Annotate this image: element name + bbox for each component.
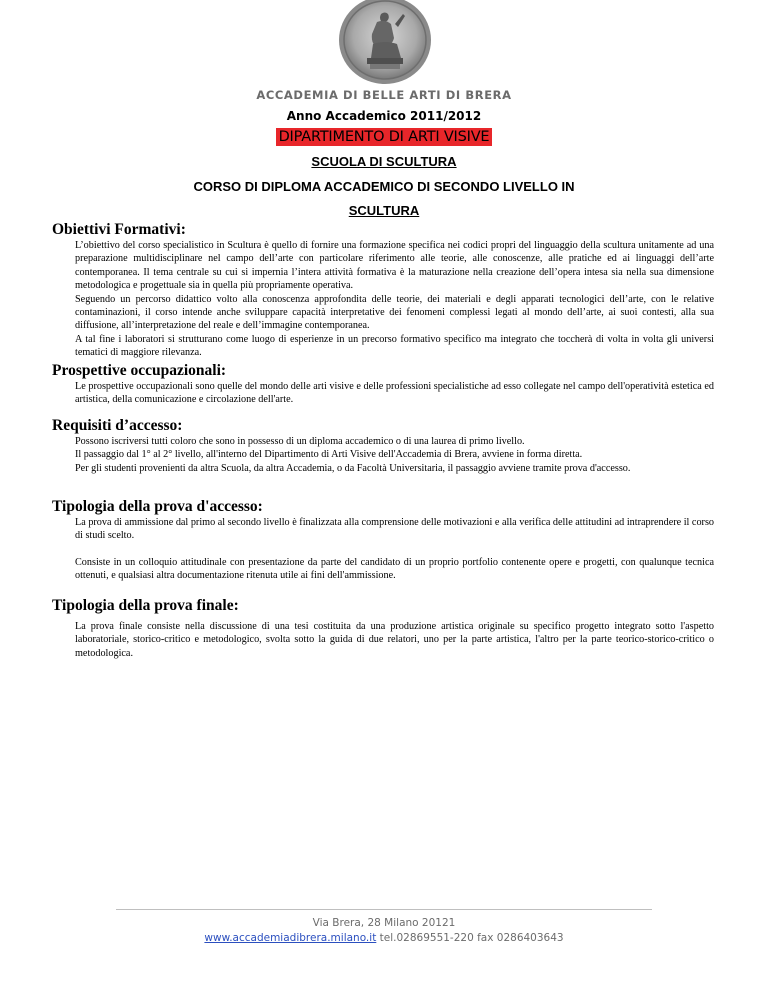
paragraph: A tal fine i laboratori si strutturano come luogo di esperienze in un precorso formativo specifico ma integrato che toccherà di volta in volta gli universi tematici di maggiore rilevanza. <box>75 333 714 359</box>
section-title: Obiettivi Formativi: <box>52 221 186 238</box>
paragraph: Per gli studenti provenienti da altra Scuola, da altra Accademia, o da Facoltà Universitaria, il passaggio avviene tramite prova d'accesso. <box>75 462 631 474</box>
section-prova-finale <box>52 597 714 660</box>
section-body <box>75 516 714 583</box>
footer-contacts: tel.02869551-220 fax 0286403643 <box>376 932 564 944</box>
department-title: DIPARTIMENTO DI ARTI VISIVE <box>276 128 493 146</box>
section-title: Tipologia della prova d'accesso: <box>52 498 263 515</box>
academy-name: ACCADEMIA DI BELLE ARTI DI BRERA <box>256 88 512 102</box>
section-title: Requisiti d’accesso: <box>52 417 183 434</box>
seal-statue-icon <box>337 0 433 86</box>
section-title: Prospettive occupazionali: <box>52 362 227 379</box>
section-requisiti <box>52 417 714 475</box>
school-title: SCUOLA DI SCULTURA <box>311 154 457 169</box>
paragraph: La prova finale consiste nella discussione di una tesi costituita da una produzione artistica originale su specifico progetto integrato sotto l'aspetto laboratoriale, storico-critico e metodologico, svolta sotto la guida di due relatori, uno per la parte artistica, l'altro per la parte teorico-storico-critico o metodologica. <box>75 621 714 659</box>
section-title: Tipologia della prova finale: <box>52 597 239 614</box>
paragraph: Il passaggio dal 1° al 2° livello, all'interno del Dipartimento di Arti Visive dell'Accademia di Brera, avviene in forma diretta. <box>75 449 583 461</box>
footer-address: Via Brera, 28 Milano 20121 <box>312 917 456 929</box>
paragraph: La prova di ammissione dal primo al secondo livello è finalizzata alla comprensione delle motivazioni e alla verifica delle attitudini ad intraprendere il corso di studi scelto. <box>75 517 714 542</box>
section-body <box>75 380 714 407</box>
paragraph: Le prospettive occupazionali sono quelle del mondo delle arti visive e delle professioni specialistiche ad esso collegate nel campo dell'operatività estetica ed artistica, della comunicazione e circolazione dell'arte. <box>75 381 714 406</box>
section-obiettivi <box>52 221 714 360</box>
department-banner <box>0 128 768 146</box>
section-body <box>75 620 714 660</box>
footer-contacts-line <box>0 932 768 944</box>
paragraph: L’obiettivo del corso specialistico in Scultura è quello di fornire una formazione specifica nei codici propri del linguaggio della scultura unitamente ad una preparazione multidisciplinare nel campo dell’arte con particolare riferimento alle teorie, alle conoscenze, alle pratiche ed ai linguaggi dell’arte contemporanea. Il tema centrale su cui si impernia l’intera attività formativa è la maturazione nella creazione dell’opera intesa sia nella sua dimensione metodologica e progettuale sia in quella più propriamente operativa. <box>75 240 714 292</box>
footer-divider <box>116 909 652 910</box>
section-body <box>75 435 714 475</box>
paragraph: Possono iscriversi tutti coloro che sono in possesso di un diploma accademico o di una laurea di primo livello. <box>75 436 525 447</box>
section-prospettive <box>52 362 714 407</box>
paragraph: Seguendo un percorso didattico volto alla conoscenza approfondita delle teorie, dei materiali e degli apparati tecnologici dell’arte, con le relative contaminazioni, il corso intende anche sviluppare capacità interpretative dei fenomeni complessi legati al mondo dell’arte, ai suoi contesti, alla sua diffusione, all’interpretazione del reale e dell’immagine contemporanea. <box>75 293 714 332</box>
course-title-line1: CORSO DI DIPLOMA ACCADEMICO DI SECONDO LIVELLO IN <box>193 179 575 194</box>
academic-year: Anno Accademico 2011/2012 <box>286 109 482 123</box>
section-prova-accesso <box>52 498 714 583</box>
course-title-line2: SCULTURA <box>348 203 420 218</box>
section-body <box>75 239 714 360</box>
website-link[interactable]: www.accademiadibrera.milano.it <box>204 932 377 944</box>
paragraph: Consiste in un colloquio attitudinale con presentazione da parte del candidato di un proprio portfolio contenente opere e progetti, con qualunque tecnica ottenuti, e qualsiasi altra documentazione ritenuta utile ai fini dell'ammissione. <box>75 556 714 582</box>
